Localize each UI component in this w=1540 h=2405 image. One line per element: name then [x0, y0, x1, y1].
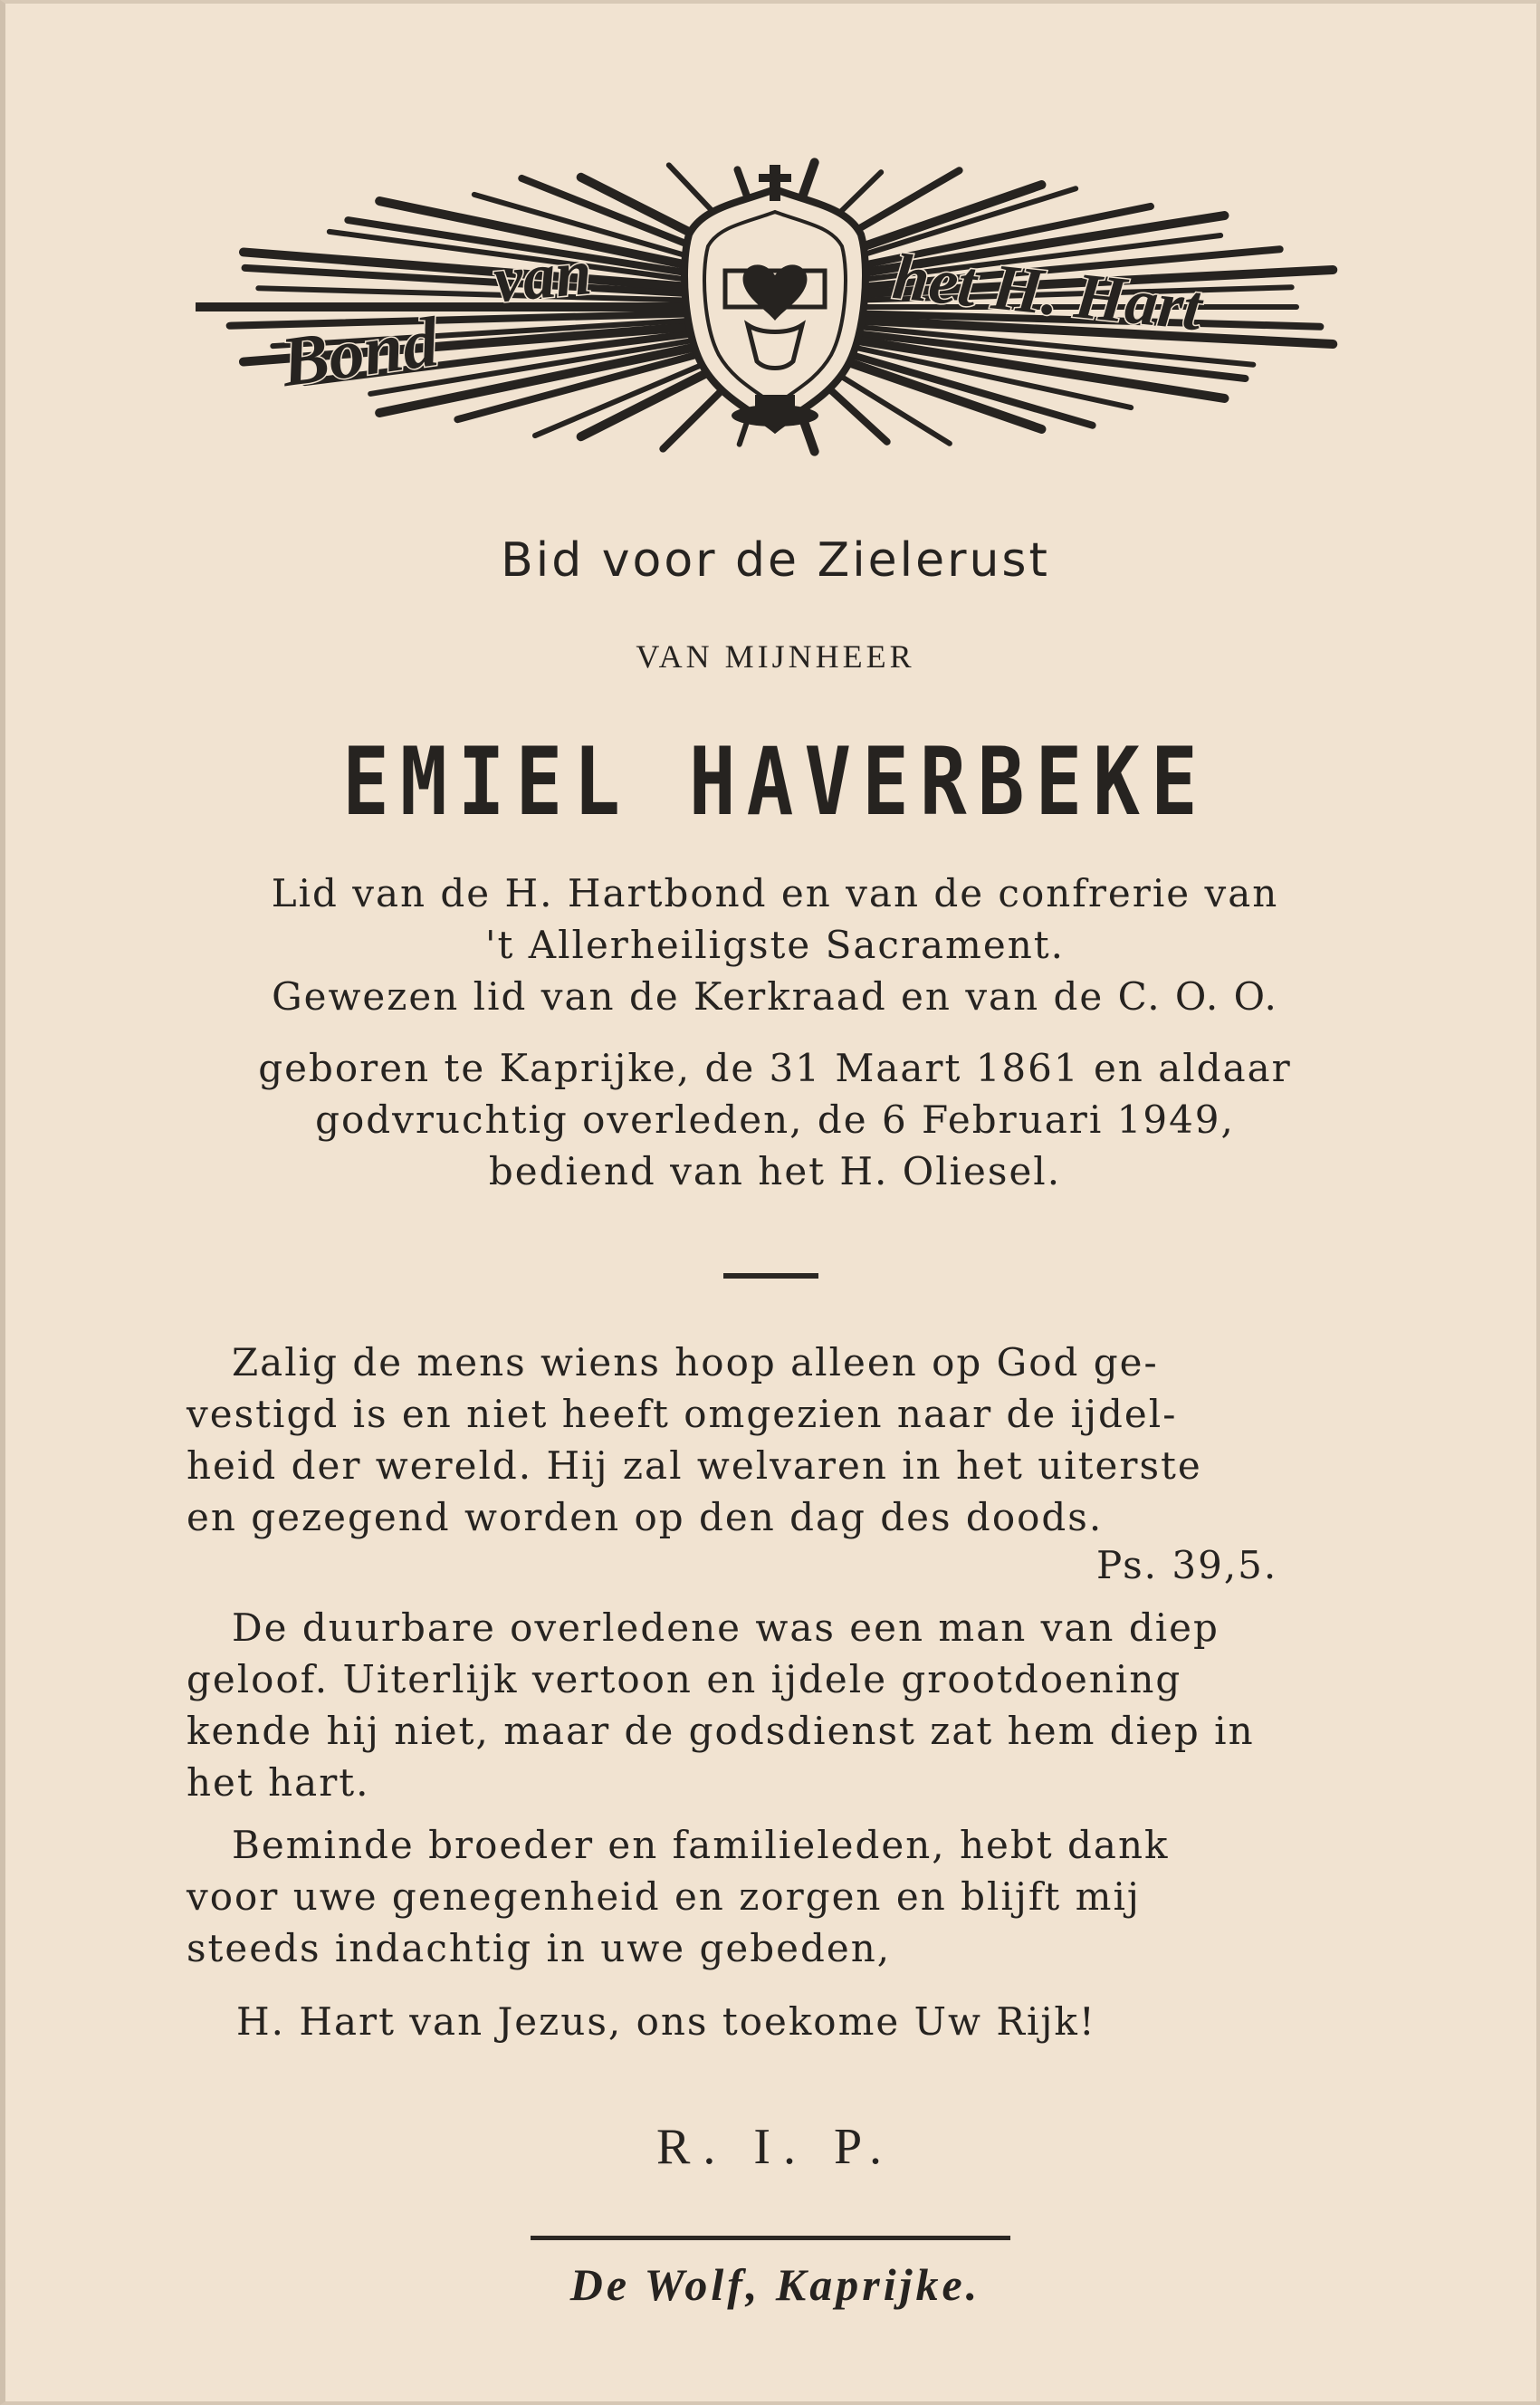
life-line: bediend van het H. Oliesel.: [488, 1149, 1062, 1193]
quote-line: en gezegend worden op den dag des doods.: [187, 1495, 1104, 1539]
farewell-line: Beminde broeder en familieleden, hebt dank: [232, 1823, 1170, 1867]
heart-shield-icon: [684, 165, 866, 429]
life-dates-text: [173, 1043, 1377, 1198]
quote-line: heid der wereld. Hij zal welvaren in het uiterste: [187, 1443, 1202, 1488]
prayer-line: H. Hart van Jezus, ons toekome Uw Rijk!: [236, 1999, 1096, 2044]
rip-text: R. I. P.: [656, 2119, 894, 2175]
printer-rule: [531, 2236, 1010, 2240]
subtitle: VAN MIJNHEER: [636, 638, 915, 675]
divider: [723, 1273, 818, 1279]
bio-line: Gewezen lid van de Kerkraad en van de C. O. O.: [272, 974, 1278, 1019]
tribute-line: geloof. Uiterlijk vertoon en ijdele grootdoening: [187, 1657, 1182, 1701]
psalm-reference: Ps. 39,5.: [1096, 1543, 1278, 1587]
tribute-line: het hart.: [187, 1760, 370, 1805]
printer-credit: De Wolf, Kaprijke.: [569, 2259, 981, 2310]
farewell-line: voor uwe genegenheid en zorgen en blijft mij: [187, 1874, 1141, 1919]
tribute-line: De duurbare overledene was een man van diep: [232, 1605, 1220, 1650]
life-line: geboren te Kaprijke, de 31 Maart 1861 en aldaar: [258, 1046, 1292, 1090]
quote-line: Zalig de mens wiens hoop alleen op God ge-: [232, 1340, 1159, 1385]
svg-text:van: van: [490, 235, 595, 317]
deceased-name: EMIEL HAVERBEKE: [342, 728, 1209, 837]
sacred-heart-rays-emblem: [196, 139, 1354, 493]
page-title: Bid voor de Zielerust: [501, 533, 1050, 588]
farewell-paragraph: [187, 1819, 1354, 1974]
farewell-line: steeds indachtig in uwe gebeden,: [187, 1926, 892, 1970]
bio-line: 't Allerheiligste Sacrament.: [484, 923, 1066, 967]
svg-text:het H. Hart: het H. Hart: [889, 240, 1206, 345]
life-line: godvruchtig overleden, de 6 Februari 1949,: [315, 1097, 1235, 1142]
quote-line: vestigd is en niet heeft omgezien naar de ijdel-: [187, 1392, 1178, 1436]
tribute-paragraph: [187, 1602, 1354, 1808]
psalm-quote: [187, 1337, 1354, 1543]
tribute-line: kende hij niet, maar de godsdienst zat hem diep in: [187, 1709, 1255, 1753]
bio-line: Lid van de H. Hartbond en van de confrerie van: [271, 871, 1279, 915]
membership-text: [173, 868, 1377, 1023]
svg-text:Bond: Bond: [276, 301, 444, 402]
